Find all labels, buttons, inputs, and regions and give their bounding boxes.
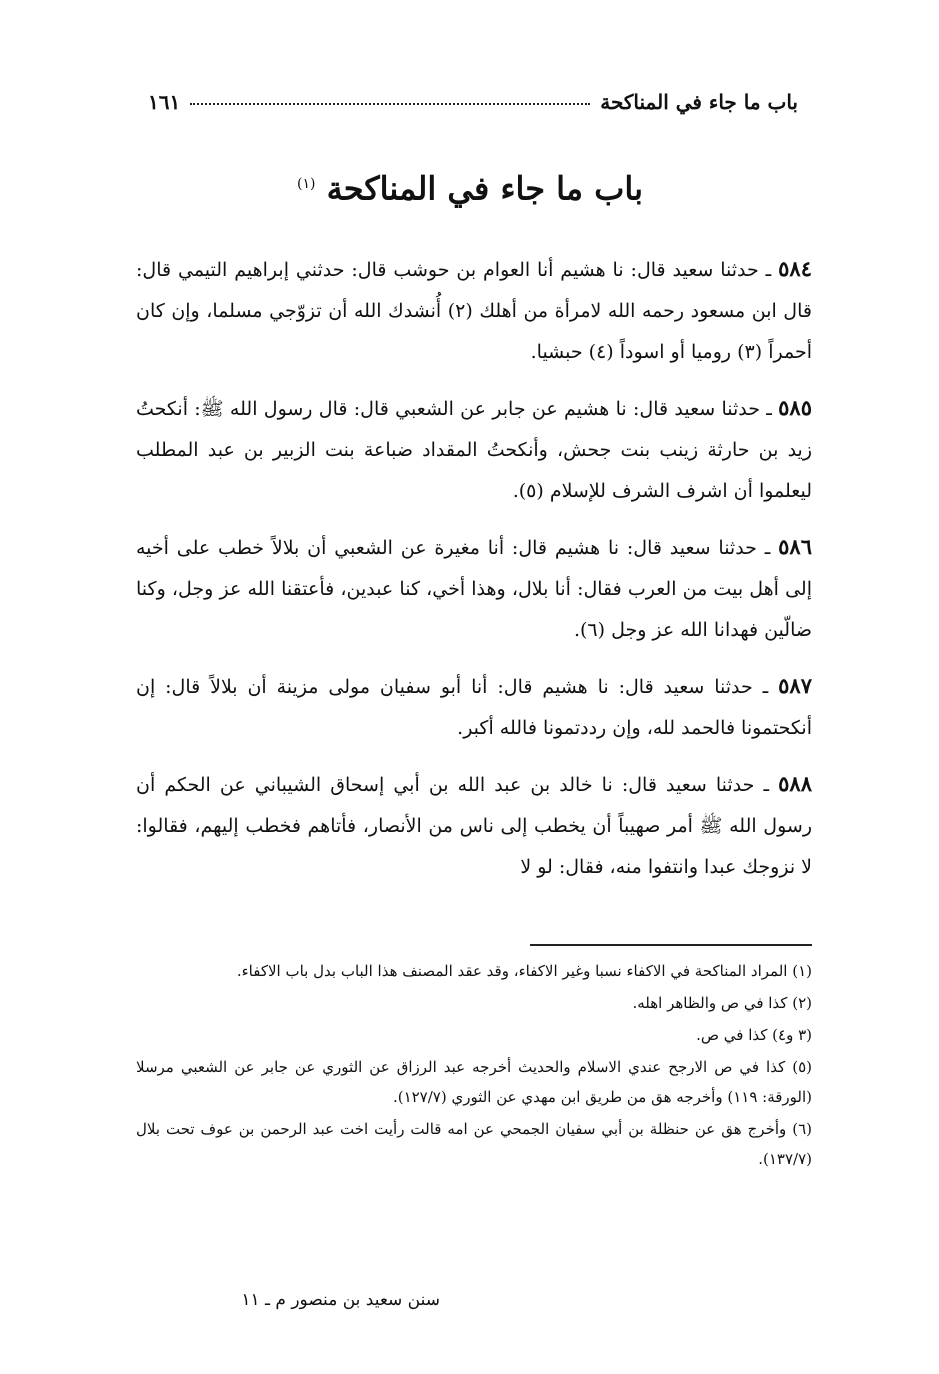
running-header [148,86,798,118]
hadith-587 [136,665,812,749]
hadith-text: ـ حدثنا سعيد قال: نا هشيم قال: أنا أبو سفيان مولى مزينة أن بلالاً قال: إن أنكحتمونا فالحمد لله، وإن رددتمونا فالله أكبر. [136,676,812,739]
hadith-text: ـ حدثنا سعيد قال: نا هشيم أنا العوام بن حوشب قال: حدثني إبراهيم التيمي قال: قال ابن مسعود رحمه الله لامرأة من أهلك (٢) أُنشدك الله أن تزوّجي مسلما، وإن كان أحمراً (٣) روميا أو اسوداً (٤) حبشيا. [136,259,812,363]
hadith-number: ٥٨٤ [778,256,812,281]
chapter-title-text: باب ما جاء في المناكحة [326,169,643,208]
hadith-586 [136,526,812,651]
footnote-divider [530,944,812,946]
hadith-588 [136,763,812,888]
signature-line: سنن سعيد بن منصور م ـ ١١ [241,1290,440,1310]
hadith-text: ـ حدثنا سعيد قال: نا هشيم عن جابر عن الشعبي قال: قال رسول الله ﷺ: أنكحتُ زيد بن حارثة زينب بنت جحش، وأنكحتُ المقداد ضباعة بنت الزبير بن عبد المطلب ليعلموا أن اشرف الشرف للإسلام (٥). [136,398,812,502]
hadith-number: ٥٨٦ [778,534,812,559]
footnote-6: (٦) وأخرج هق عن حنظلة بن أبي سفيان الجمحي عن امه قالت رأيت اخت عبد الرحمن بن عوف تحت بلال (١٣٧/٧). [136,1120,812,1168]
footnote-2: (٢) كذا في ص والظاهر اهله. [632,994,812,1012]
dotted-leader [190,103,590,105]
hadith-number: ٥٨٧ [778,673,812,698]
footnote-5: (٥) كذا في ص الارجح عندي الاسلام والحديث أخرجه عبد الرزاق عن الثوري عن جابر عن الشعبي مرسلا (الورقة: ١١٩) وأخرجه هق من طريق ابن مهدي عن الثوري (١٢٧/٧). [136,1058,812,1106]
footnotes [136,956,812,1176]
page-number: ١٦١ [148,90,181,114]
hadith-text: ـ حدثنا سعيد قال: نا خالد بن عبد الله بن أبي إسحاق الشيباني عن الحكم أن رسول الله ﷺ أمر صهيباً أن يخطب إلى ناس من الأنصار، فأتاهم فخطب إليهم، فقالوا: لا نزوجك عبدا وانتفوا منه، فقال: لو لا [136,774,812,878]
chapter-note-ref: (١) [297,176,316,192]
hadith-584 [136,248,812,373]
hadith-number: ٥٨٥ [778,395,812,420]
hadith-text: ـ حدثنا سعيد قال: نا هشيم قال: أنا مغيرة عن الشعبي أن بلالاً خطب على أخيه إلى أهل بيت من العرب فقال: أنا بلال، وهذا أخي، كنا عبدين، فأعتقنا الله عز وجل، وكنا ضالّين فهدانا الله عز وجل (٦). [136,537,812,641]
footnote-3-4: (٣ و٤) كذا في ص. [696,1026,812,1044]
running-title: باب ما جاء في المناكحة [600,90,798,114]
hadith-585 [136,387,812,512]
hadith-list [136,248,812,902]
footnote-1: (١) المراد المناكحة في الاكفاء نسبا وغير الاكفاء، وقد عقد المصنف هذا الباب بدل باب الاكفاء. [236,962,812,980]
chapter-title [140,160,800,213]
hadith-number: ٥٨٨ [778,771,812,796]
